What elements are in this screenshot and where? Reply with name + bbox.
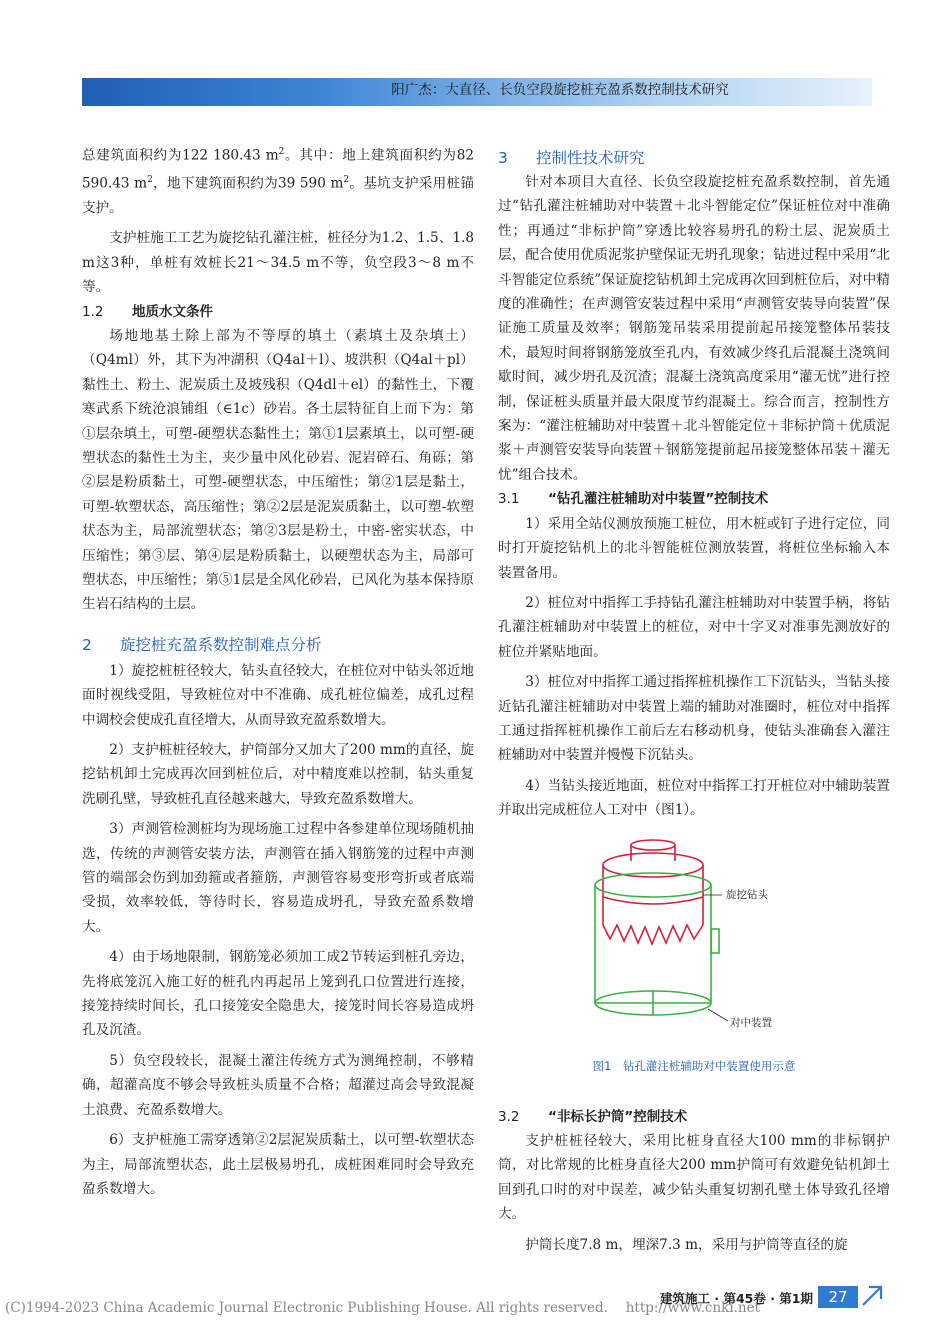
- difficulty-1: 1）旋挖桩桩径较大，钻头直径较大，在桩位对中钻头邻近地面时视线受阻，导致桩位对中不准确、成孔桩位偏差，成孔过程中调校会使成孔直径增大，从而导致充盈系数增大。: [82, 662, 474, 728]
- paragraph-intro: 针对本项目大直径、长负空段旋挖桩充盈系数控制，首先通过“钻孔灌注桩辅助对中装置＋北斗智能定位”保证桩位对中准确性；再通过“非标护筒”穿透比较容易坍孔的粉土层、泥炭质土层，配合使用优质泥浆护壁保证无坍孔现象；钻进过程中采用“北斗智能定位系统”保证旋挖钻机卸土完成再次回到桩位后，对中精度的准确性；在声测管安装过程中采用“声测管安装导向装置”保证施工质量及效率；钢筋笼吊装采用提前起吊接笼整体吊装技术，最短时间将钢筋笼放至孔内，有效减少终孔后混凝土浇筑间歇时间，减少坍孔及沉渣；混凝土浇筑高度采用“灌无忧”进行控制，保证桩头质量并最大限度节约混凝土。综合而言，控制性方案为：“灌注桩辅助对中装置＋北斗智能定位＋非标护筒＋优质泥浆＋声测管安装导向装置＋钢筋笼提前起吊接笼整体吊装＋灌无忧”组合技术。: [498, 174, 890, 483]
- running-title: 阳广杰：大直径、长负空段旋挖桩充盈系数控制技术研究: [391, 82, 729, 98]
- section-heading-1-2: 1.2 地质水文条件: [82, 303, 213, 320]
- paragraph-geology: 场地地基土除上部为不等厚的填土（素填土及杂填土）（Q4ml）外，其下为冲湖积（Q4al＋l）、坡洪积（Q4al＋pl）黏性土、粉土、泥炭质土及坡残积（Q4dl＋el）的黏性土，下覆寒武系下统沧浪铺组（∈1c）砂岩。各土层特征自上而下为：第①层杂填土，可塑-硬塑状态黏性土；第①1层素填土，以可塑-硬塑状态的黏性土为主，夹少量中风化砂岩、泥岩碎石、角砾；第②层是粉质黏土，可塑-硬塑状态，中压缩性；第②1层是黏土，可塑-软塑状态，高压缩性；第②2层是泥炭质黏土，以可塑-软塑状态为主，局部流塑状态；第②3层是粉土，中密-密实状态，中压缩性；第③层、第④层是粉质黏土，以硬塑状态为主，局部可塑状态，中压缩性；第⑤1层是全风化砂岩，已风化为基本保持原生岩石结构的土层。: [82, 327, 474, 613]
- figure-1-drawing: [498, 825, 890, 1057]
- page-number: 27: [818, 1286, 858, 1308]
- step-1: 1）采用全站仪测放预施工桩位，用木桩或钉子进行定位，同时打开旋挖钻机上的北斗智能桩位测放装置，将桩位坐标输入本装置备用。: [498, 515, 890, 581]
- paragraph-3-2-a: 支护桩桩径较大，采用比桩身直径大100 mm的非标钢护筒，对比常规的比桩身直径大200 mm护筒可有效避免钻机卸土回到孔口时的对中误差，减少钻头重复切割孔壁土体导致孔径增大。: [498, 1132, 890, 1223]
- difficulty-5: 5）负空段较长，混凝土灌注传统方式为测绳控制，不够精确，超灌高度不够会导致桩头质量不合格；超灌过高会导致混凝土浪费、充盈系数增大。: [82, 1052, 474, 1118]
- left-column: [82, 140, 474, 1201]
- journal-info: 建筑施工 · 第45卷 · 第1期: [660, 1291, 813, 1306]
- label-drill-bit: 旋挖钻头: [726, 888, 768, 901]
- figure-1-caption: 图1 钻孔灌注桩辅助对中装置使用示意: [592, 1058, 796, 1073]
- copyright-watermark: (C)1994-2023 China Academic Journal Electronic Publishing House. All rights reserved. http://www.cnki.net: [5, 1300, 761, 1316]
- drill-bit-illustration: [603, 840, 703, 944]
- difficulty-4: 4）由于场地限制，钢筋笼必须加工成2节转运到桩孔旁边，先将底笼沉入施工好的桩孔内再起吊上笼到孔口位置进行连接，接笼持续时间长，孔口接笼安全隐患大，接笼时间长容易造成坍孔及沉渣。: [82, 949, 474, 1039]
- right-column: [498, 140, 890, 1257]
- difficulty-2: 2）支护桩桩径较大，护筒部分又加大了200 mm的直径，旋挖钻机卸土完成再次回到桩位后，对中精度难以控制，钻头重复洗刷孔壁，导致桩孔直径越来越大，导致充盈系数增大。: [82, 742, 474, 807]
- step-3: 3）桩位对中指挥工通过指挥桩机操作工下沉钻头，当钻头接近钻孔灌注桩辅助对中装置上端的辅助对准圈时，桩位对中指挥工通过指挥桩机操作工前后左右移动机身，使钻头准确套入灌注桩辅助对中装置并慢慢下沉钻头。: [498, 674, 890, 764]
- corner-arrow-icon: [860, 1282, 884, 1308]
- step-4: 4）当钻头接近地面，桩位对中指挥工打开桩位对中辅助装置并取出完成桩位人工对中（图1）。: [498, 777, 890, 819]
- section-heading-3: 3 控制性技术研究: [498, 149, 645, 167]
- section-heading-3-2: 3.2 “非标长护筒”控制技术: [498, 1108, 688, 1125]
- difficulty-6: 6）支护桩施工需穿透第②2层泥炭质黏土，以可塑-软塑状态为主，局部流塑状态，此土层极易坍孔，成桩困难同时会导致充盈系数增大。: [82, 1132, 474, 1197]
- leader-line-device: [708, 1009, 728, 1021]
- section-heading-3-1: 3.1 “钻孔灌注桩辅助对中装置”控制技术: [498, 491, 769, 508]
- step-2: 2）桩位对中指挥工手持钻孔灌注桩辅助对中装置手柄，将钻孔灌注桩辅助对中装置上的桩位，对中十字叉对准事先测放好的桩位并紧贴地面。: [498, 594, 890, 660]
- figure-1: [498, 825, 890, 1057]
- section-heading-2: 2 旋挖桩充盈系数控制难点分析: [82, 635, 322, 654]
- paragraph-area: 总建筑面积约为122 180.43 $m^2$。其中：地上建筑面积约为82 590.43 $m^2$，地下建筑面积约为39 590 $m^2$。基坑支护采用桩锚支护。: [82, 147, 475, 216]
- label-centering-device: 对中装置: [730, 1016, 772, 1029]
- difficulty-3: 3）声测管检测桩均为现场施工过程中各参建单位现场随机抽选，传统的声测管安装方法，声测管在插入钢筋笼的过程中声测管的端部会伤到加劲箍或者箍筋，声测管容易变形弯折或者底端受损，效率较低，等待时长，容易造成坍孔，导致充盈系数增大。: [82, 821, 474, 935]
- paragraph-3-2-b: 护筒长度7.8 m，埋深7.3 m，采用与护筒等直径的旋: [525, 1236, 848, 1253]
- paragraph-pile: 支护桩施工工艺为旋挖钻孔灌注桩，桩径分为1.2、1.5、1.8 m这3种，单桩有效桩长21～34.5 m不等，负空段3～8 m不等。: [82, 230, 474, 296]
- centering-device-illustration: [595, 873, 719, 1015]
